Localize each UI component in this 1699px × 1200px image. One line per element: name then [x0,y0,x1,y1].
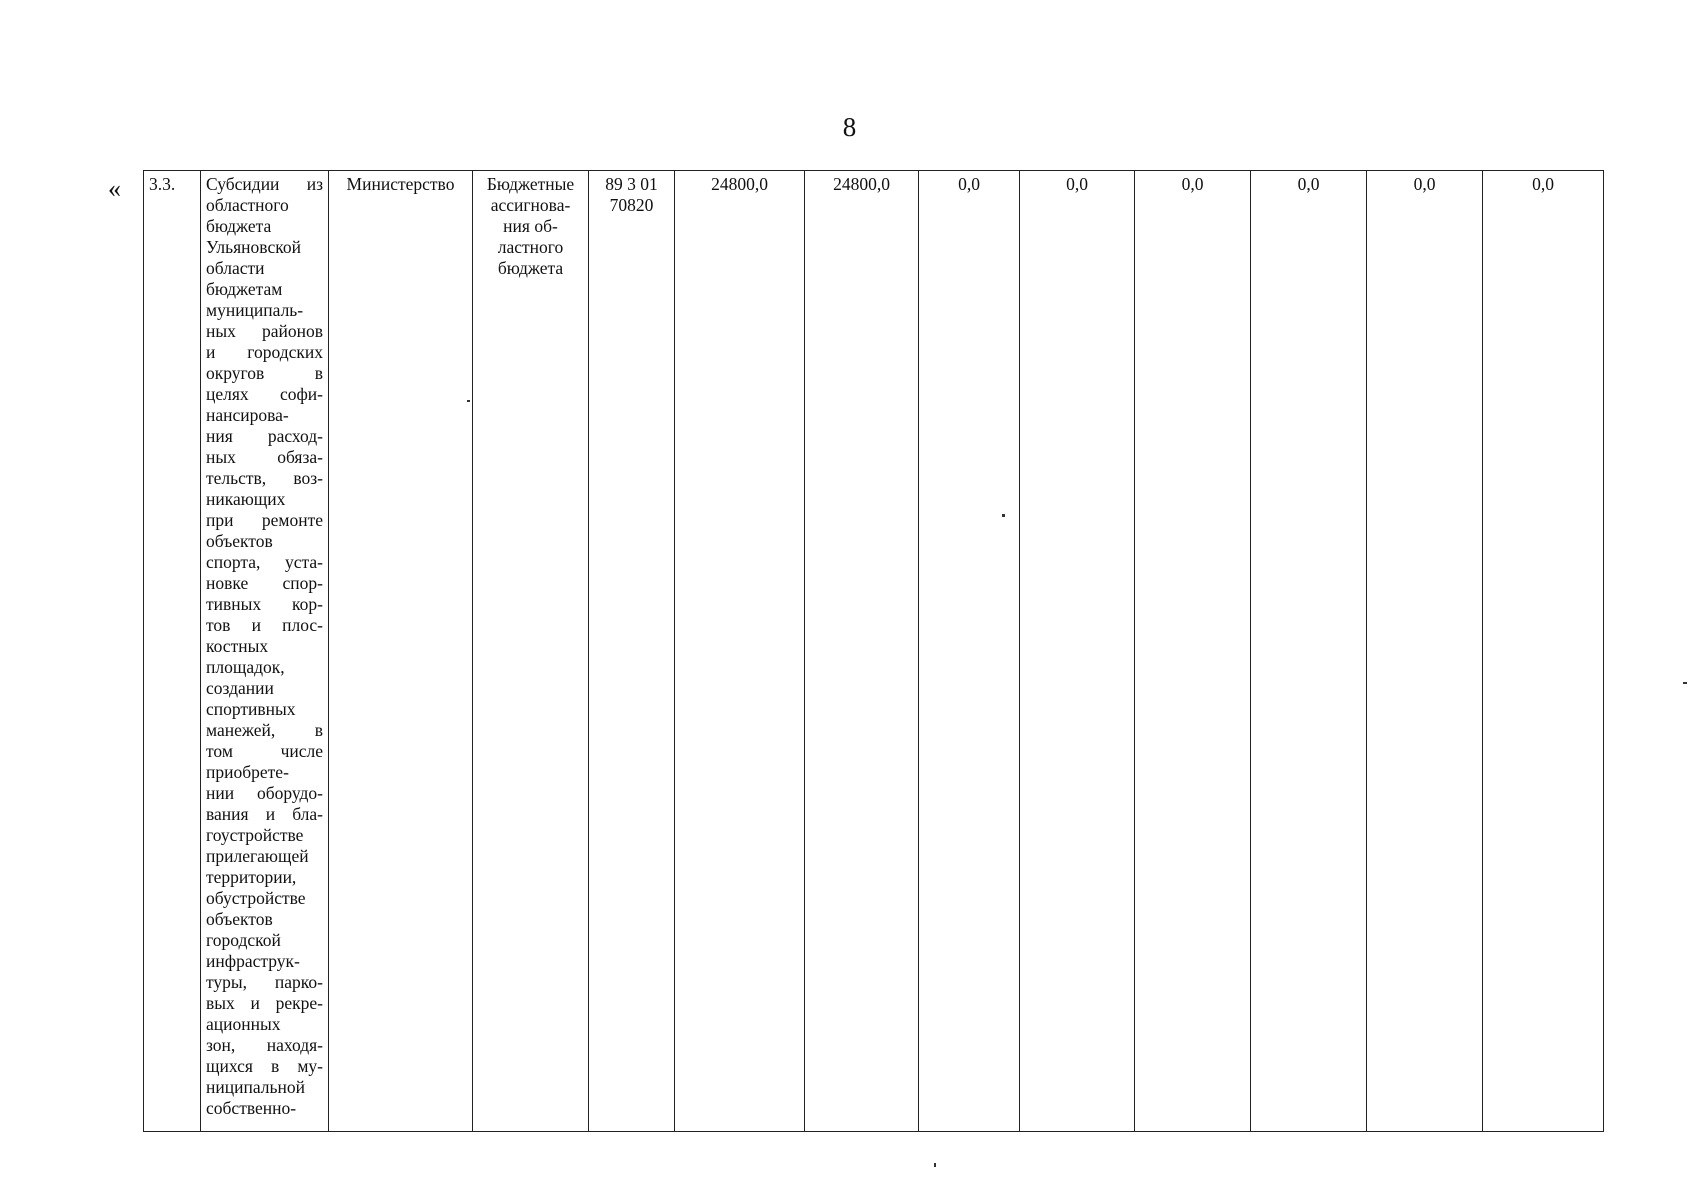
description-line: том числе [206,741,323,761]
description-line: целях софи- [206,384,323,404]
description-line: объектов [206,909,273,929]
value-year-4: 0,0 [1135,171,1251,1132]
page-number: 8 [842,112,857,142]
description-line: Ульяновской [206,237,301,257]
description-line: территории, [206,867,297,887]
description-line: спортивных [206,699,296,719]
description-line: вания и бла- [206,804,323,824]
row-description [201,171,329,1132]
description-line: округов в [206,363,323,383]
description-line: и городских [206,342,323,362]
row-index: 3.3. [144,171,201,1132]
description-line: области [206,258,265,278]
description-line: областного [206,195,289,215]
scan-speck [1683,682,1687,684]
description-line: тов и плос- [206,615,323,635]
opening-quote-mark: « [108,174,121,203]
scan-speck [467,400,470,402]
description-line: ния расход- [206,426,323,446]
description-line: ных районов [206,321,323,341]
row-funding-source [473,171,589,1132]
value-year-6: 0,0 [1367,171,1483,1132]
description-line: городской [206,930,281,950]
description-line: прилегающей [206,846,309,866]
description-line: туры, парко- [206,972,323,992]
description-line: гоустройстве [206,825,304,845]
funding-source-line: ния об- [503,216,558,236]
value-year-7: 0,0 [1483,171,1604,1132]
value-year-3: 0,0 [1020,171,1135,1132]
description-line: ниципальной [206,1077,305,1097]
description-line: объектов [206,531,273,551]
value-year-1: 24800,0 [805,171,919,1132]
description-line: муниципаль- [206,300,304,320]
budget-code-line: 70820 [609,195,654,215]
description-line: бюджета [206,216,272,236]
table-row [144,171,1604,1132]
description-line: площадок, [206,657,285,677]
funding-source-line: бюджета [497,258,564,278]
description-line: вых и рекре- [206,993,323,1013]
description-line: ных обяза- [206,447,323,467]
description-line: спорта, уста- [206,552,323,572]
row-executor: Министерство [329,171,473,1132]
description-line: приобрете- [206,762,289,782]
description-line: Субсидии из [206,174,323,194]
description-line: манежей, в [206,720,323,740]
budget-table [143,170,1604,1132]
description-line: костных [206,636,269,656]
description-line: зон, находя- [206,1035,323,1055]
description-line: бюджетам [206,279,283,299]
funding-source-line: ластного [497,237,564,257]
description-text [206,174,323,1119]
value-total: 24800,0 [675,171,805,1132]
funding-source-text [478,174,583,279]
scan-speck [934,1163,936,1167]
description-line: обустройстве [206,888,306,908]
row-budget-code [589,171,675,1132]
description-line: при ремонте [206,510,323,530]
description-line: щихся в му- [206,1056,323,1076]
funding-source-line: Бюджетные [486,174,575,194]
value-year-2: 0,0 [919,171,1020,1132]
budget-code-line: 89 3 01 [605,174,658,194]
funding-source-line: ассигнова- [490,195,571,215]
description-line: новке спор- [206,573,323,593]
description-line: собственно- [206,1098,297,1118]
description-line: тивных кор- [206,594,323,614]
value-year-5: 0,0 [1251,171,1367,1132]
description-line: нансирова- [206,405,289,425]
description-line: никающих [206,489,286,509]
description-line: инфраструк- [206,951,300,971]
description-line: ационных [206,1014,281,1034]
description-line: создании [206,678,274,698]
description-line: нии оборудо- [206,783,323,803]
budget-code-text [594,174,669,216]
description-line: тельств, воз- [206,468,323,488]
scan-speck [1002,514,1005,517]
